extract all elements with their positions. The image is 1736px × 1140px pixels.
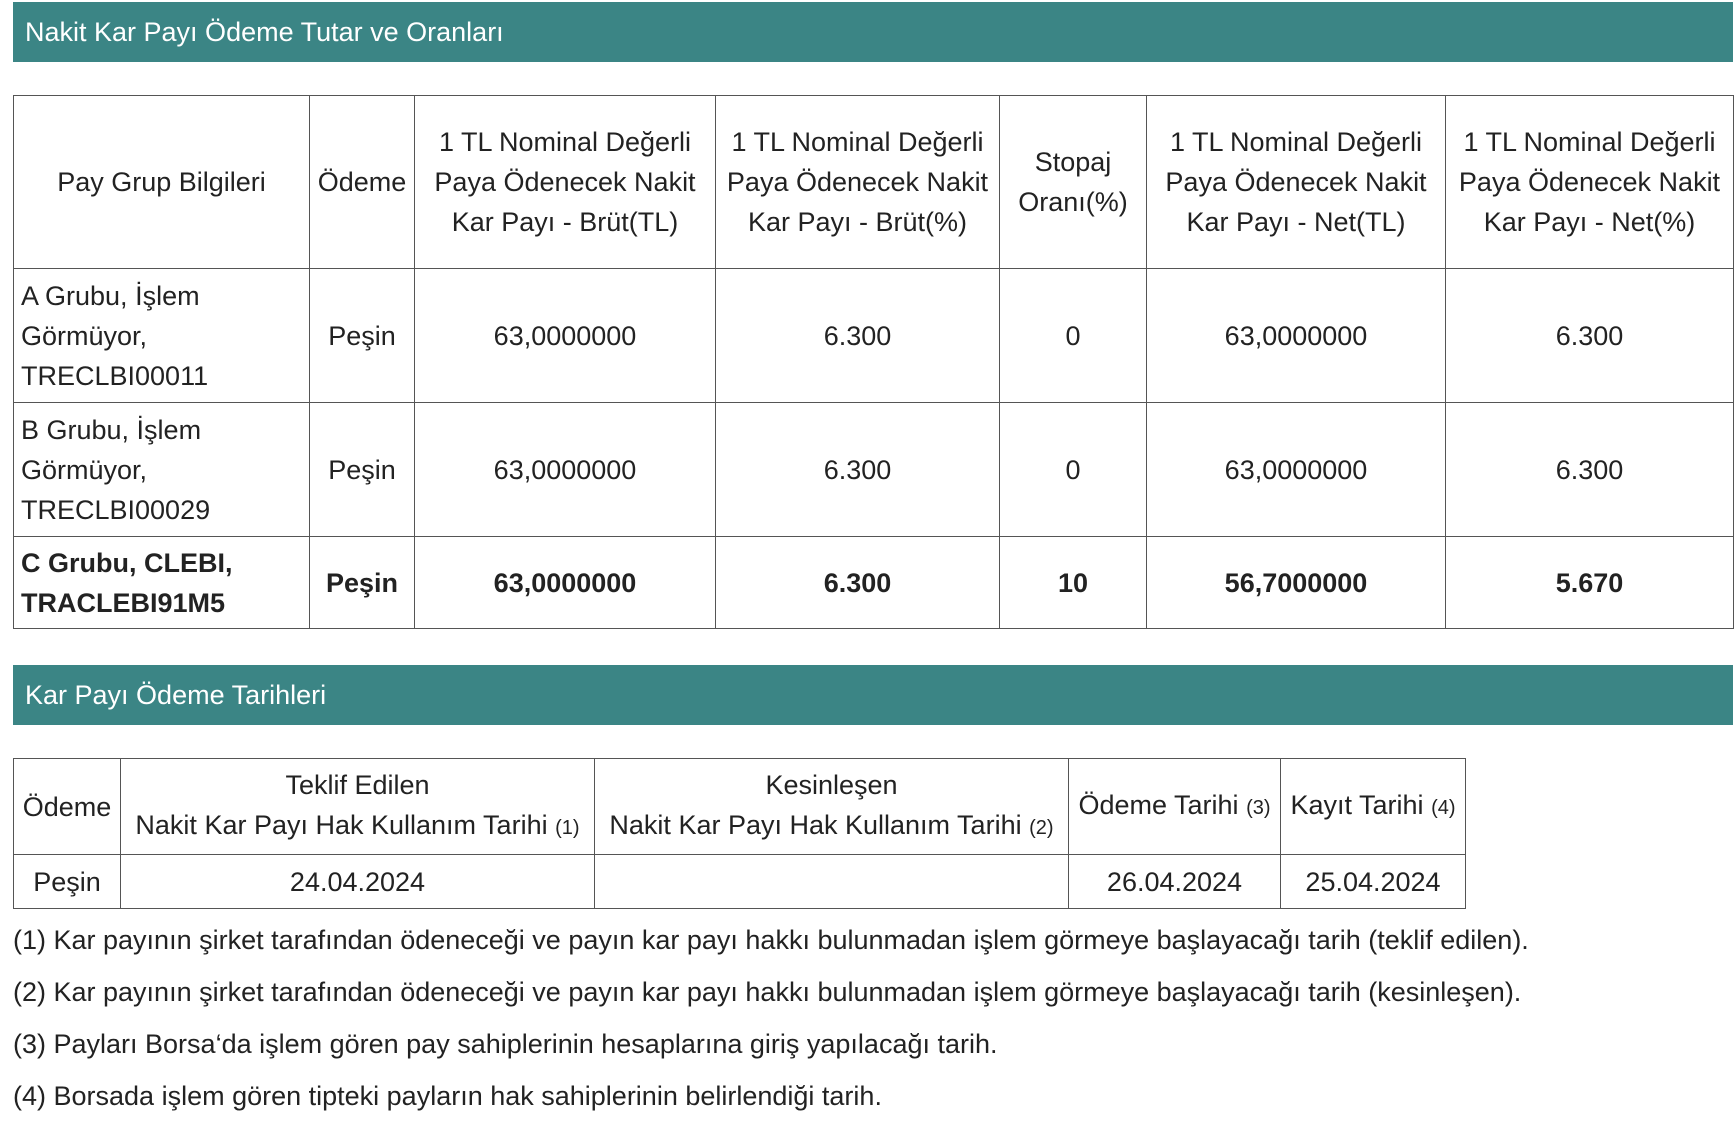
footnote-1: (1) Kar payının şirket tarafından ödeneceği ve payın kar payı hakkı bulunmadan işlem görmeye başlayacağı tarih (teklif edilen). <box>13 925 1529 955</box>
cell-stopaj: 10 <box>1000 537 1147 629</box>
table-row <box>14 269 1734 403</box>
cell-pay-grup: B Grubu, İşlem Görmüyor, TRECLBI00029 <box>14 403 310 537</box>
footnote-3: (3) Payları Borsa‘da işlem gören pay sahiplerinin hesaplarına giriş yapılacağı tarih. <box>13 1029 998 1059</box>
header-teklif-line2 <box>128 805 587 848</box>
header-odeme-tarihi <box>1069 759 1281 855</box>
footnote-ref-3: (3) <box>1246 797 1271 819</box>
cell-odeme-tarihi: 26.04.2024 <box>1069 855 1281 909</box>
cell-kesin-tarihi <box>595 855 1069 909</box>
cell-brut-pct: 6.300 <box>716 403 1000 537</box>
cell-teklif-tarihi: 24.04.2024 <box>121 855 595 909</box>
cell-stopaj: 0 <box>1000 403 1147 537</box>
header-kesin-line1: Kesinleşen <box>765 770 898 800</box>
section-title-cash-dividend: Nakit Kar Payı Ödeme Tutar ve Oranları <box>13 2 1733 62</box>
cell-odeme: Peşin <box>14 855 121 909</box>
cell-net-tl: 63,0000000 <box>1147 403 1446 537</box>
cell-odeme: Peşin <box>310 403 415 537</box>
header-kayit-tarihi-text: Kayıt Tarihi <box>1290 790 1424 820</box>
cell-brut-tl: 63,0000000 <box>415 269 716 403</box>
section-title-payment-dates: Kar Payı Ödeme Tarihleri <box>13 665 1733 725</box>
header-teklif-line1: Teklif Edilen <box>285 770 430 800</box>
header-pay-grup: Pay Grup Bilgileri <box>14 96 310 269</box>
cash-dividend-table <box>13 95 1734 629</box>
cell-net-pct: 6.300 <box>1446 269 1734 403</box>
footnote-ref-1: (1) <box>555 817 580 839</box>
header-kesinlesen <box>595 759 1069 855</box>
header-odeme-tarihi-text: Ödeme Tarihi <box>1078 790 1239 820</box>
cell-brut-pct: 6.300 <box>716 269 1000 403</box>
footnote-2: (2) Kar payının şirket tarafından ödeneceği ve payın kar payı hakkı bulunmadan işlem görmeye başlayacağı tarih (kesinleşen). <box>13 977 1522 1007</box>
header-kayit-tarihi <box>1281 759 1466 855</box>
header-odeme: Ödeme <box>14 759 121 855</box>
footnote-4: (4) Borsada işlem gören tipteki payların hak sahiplerinin belirlendiği tarih. <box>13 1081 882 1111</box>
footnote-ref-4: (4) <box>1431 797 1456 819</box>
payment-dates-table <box>13 758 1466 909</box>
header-net-pct: 1 TL Nominal Değerli Paya Ödenecek Nakit Kar Payı - Net(%) <box>1446 96 1734 269</box>
table-row <box>14 403 1734 537</box>
footnote-ref-2: (2) <box>1029 817 1054 839</box>
table-header-row <box>14 96 1734 269</box>
cell-odeme: Peşin <box>310 269 415 403</box>
table-row <box>14 855 1466 909</box>
cell-net-pct: 5.670 <box>1446 537 1734 629</box>
cell-odeme: Peşin <box>310 537 415 629</box>
header-teklif-edilen <box>121 759 595 855</box>
header-stopaj: Stopaj Oranı(%) <box>1000 96 1147 269</box>
header-brut-tl: 1 TL Nominal Değerli Paya Ödenecek Nakit Kar Payı - Brüt(TL) <box>415 96 716 269</box>
cell-brut-tl: 63,0000000 <box>415 403 716 537</box>
cell-stopaj: 0 <box>1000 269 1147 403</box>
header-net-tl: 1 TL Nominal Değerli Paya Ödenecek Nakit Kar Payı - Net(TL) <box>1147 96 1446 269</box>
table-row <box>14 537 1734 629</box>
cell-net-tl: 56,7000000 <box>1147 537 1446 629</box>
cell-kayit-tarihi: 25.04.2024 <box>1281 855 1466 909</box>
cell-brut-tl: 63,0000000 <box>415 537 716 629</box>
cell-net-tl: 63,0000000 <box>1147 269 1446 403</box>
cell-pay-grup: A Grubu, İşlem Görmüyor, TRECLBI00011 <box>14 269 310 403</box>
header-kesin-line2 <box>602 805 1061 848</box>
header-teklif-text: Nakit Kar Payı Hak Kullanım Tarihi <box>135 810 548 840</box>
header-kesin-text: Nakit Kar Payı Hak Kullanım Tarihi <box>609 810 1022 840</box>
header-brut-pct: 1 TL Nominal Değerli Paya Ödenecek Nakit Kar Payı - Brüt(%) <box>716 96 1000 269</box>
table-header-row <box>14 759 1466 855</box>
cell-pay-grup: C Grubu, CLEBI, TRACLEBI91M5 <box>14 537 310 629</box>
cell-net-pct: 6.300 <box>1446 403 1734 537</box>
cell-brut-pct: 6.300 <box>716 537 1000 629</box>
header-odeme: Ödeme <box>310 96 415 269</box>
